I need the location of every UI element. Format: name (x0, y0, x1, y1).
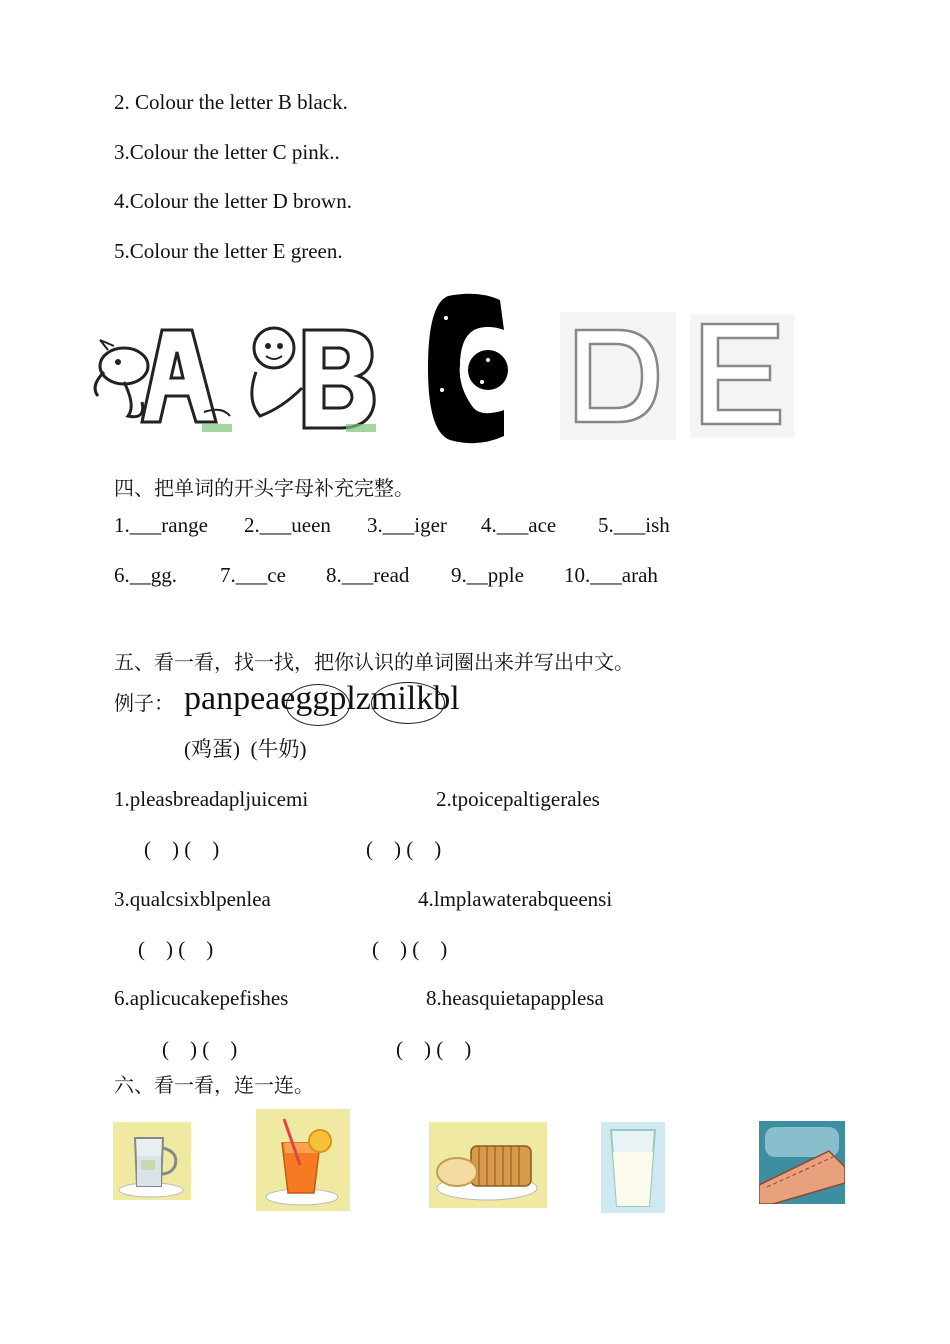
orange-juice-image (256, 1109, 350, 1211)
instruction-4: 4.Colour the letter D brown. (114, 189, 352, 213)
example-circle-milk (371, 682, 445, 724)
puzzle-3-answer: ( ) ( ) (138, 937, 214, 961)
letter-b-with-monkey-image (242, 316, 382, 440)
section-4-item-9: 9.__pple (451, 563, 524, 587)
example-circle-egg (286, 684, 350, 726)
instruction-2: 2. Colour the letter B black. (114, 90, 348, 114)
puzzle-4-answer: ( ) ( ) (372, 937, 448, 961)
puzzle-2: 2.tpoicepaltigerales (436, 787, 600, 811)
section-4-item-7: 7.___ce (220, 563, 286, 587)
section-4-item-6: 6.__gg. (114, 563, 177, 587)
puzzle-6-answer: ( ) ( ) (162, 1037, 238, 1061)
section-4-item-8: 8.___read (326, 563, 410, 587)
letter-a-with-elephant-image (84, 316, 236, 440)
section-4-item-1: 1.___range (114, 513, 208, 537)
water-jug-image (113, 1122, 191, 1200)
puzzle-3: 3.qualcsixblpenlea (114, 887, 271, 911)
instruction-3: 3.Colour the letter C pink.. (114, 140, 340, 164)
puzzle-2-answer: ( ) ( ) (366, 837, 442, 861)
section-5-title: 五、看一看，找一找，把你认识的单词圈出来并写出中文。 (114, 650, 634, 674)
letter-d-image (560, 312, 676, 440)
letter-e-image (690, 314, 794, 438)
ice-cream-image (759, 1121, 845, 1204)
puzzle-8: 8.heasquietapapplesa (426, 986, 604, 1010)
bread-image (429, 1122, 547, 1208)
section-4-item-10: 10.___arah (564, 563, 658, 587)
puzzle-8-answer: ( ) ( ) (396, 1037, 472, 1061)
example-answers: (鸡蛋) (牛奶) (184, 737, 307, 761)
puzzle-1: 1.pleasbreadapljuicemi (114, 787, 309, 811)
puzzle-6: 6.aplicucakepefishes (114, 986, 289, 1010)
section-4-item-2: 2.___ueen (244, 513, 331, 537)
letter-c-image (428, 290, 508, 446)
milk-image (601, 1122, 665, 1213)
section-4-title: 四、把单词的开头字母补充完整。 (114, 476, 414, 500)
puzzle-4: 4.lmplawaterabqueensi (418, 887, 613, 911)
example-letter-string: panpeaeggplzmilkbl (184, 680, 460, 717)
instruction-5: 5.Colour the letter E green. (114, 239, 343, 263)
example-label: 例子： (114, 691, 174, 715)
puzzle-1-answer: ( ) ( ) (144, 837, 220, 861)
section-4-item-4: 4.___ace (481, 513, 557, 537)
section-4-item-5: 5.___ish (598, 513, 670, 537)
section-4-item-3: 3.___iger (367, 513, 447, 537)
section-6-title: 六、看一看，连一连。 (114, 1073, 314, 1097)
